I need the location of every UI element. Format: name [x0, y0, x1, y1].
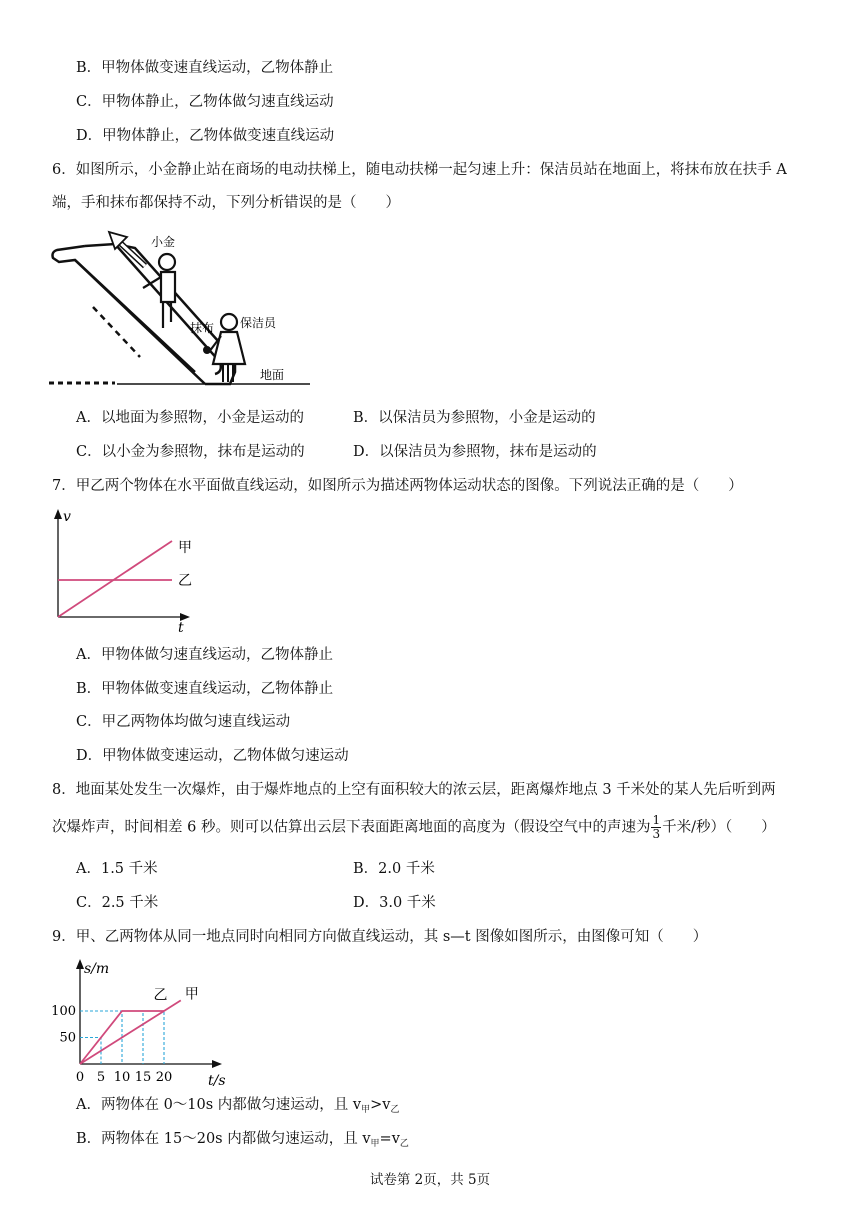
q6-option-b: B．以保洁员为参照物，小金是运动的 [353, 410, 596, 426]
q7-y-axis-label: v [63, 509, 71, 525]
y-tick-label-1: 100 [51, 1004, 76, 1019]
q7-vt-graph [48, 503, 208, 635]
q6-escalator-figure [45, 222, 320, 394]
q8-fraction-denominator: 3 [652, 827, 661, 841]
q7-label-yi: 乙 [178, 573, 192, 589]
q9-option-b-text: B．两物体在 15～20s 内都做匀速运动，且 v [76, 1131, 371, 1147]
x-tick-label-4: 20 [155, 1070, 173, 1085]
q6-option-d: D．以保洁员为参照物，抹布是运动的 [353, 444, 597, 460]
q5-option-b: B．甲物体做变速直线运动，乙物体静止 [76, 60, 334, 76]
series-line-1 [80, 1000, 181, 1064]
q9-option-b-sub-jia: 甲 [370, 1139, 380, 1149]
q8-option-b: B．2.0 千米 [353, 861, 435, 877]
q7-x-axis-label: t [178, 620, 184, 635]
series-label-0: 乙 [153, 987, 168, 1004]
q7-option-b: B．甲物体做变速直线运动，乙物体静止 [76, 681, 334, 697]
q7-line-jia [58, 541, 172, 617]
q6-option-c: C．以小金为参照物，抹布是运动的 [76, 444, 305, 460]
q8-stem-line1: 8．地面某处发生一次爆炸，由于爆炸地点的上空有面积较大的浓云层，距离爆炸地点 3 千米处的某人先后听到两 [52, 782, 776, 798]
q8-stem-line2-part2: 千米/秒）（ ） [662, 819, 776, 836]
y-tick-label-0: 50 [59, 1030, 76, 1046]
x-tick-label-1: 5 [96, 1070, 106, 1085]
q9-option-b-mid: =v [379, 1131, 400, 1147]
x-tick-label-0: 0 [75, 1070, 85, 1085]
guide-line-2 [80, 1011, 143, 1064]
q7-stem: 7．甲乙两个物体在水平面做直线运动，如图所示为描述两物体运动状态的图像。下列说法正确的是（ ） [52, 478, 743, 494]
q7-option-d: D．甲物体做变速运动，乙物体做匀速运动 [76, 748, 349, 764]
q9-option-a-mid: >v [370, 1097, 391, 1113]
q6-stem-line1: 6．如图所示，小金静止站在商场的电动扶梯上，随电动扶梯一起匀速上升：保洁员站在地面上，将抹布放在扶手 A [52, 162, 787, 178]
y-axis-label: s/m [84, 961, 110, 977]
q8-stem-line2-part1: 次爆炸声，时间相差 6 秒。则可以估算出云层下表面距离地面的高度为（假设空气中的声速为 [52, 819, 651, 836]
q9-option-a [76, 1095, 399, 1120]
q9-st-chart [50, 955, 230, 1087]
q8-stem-line2 [52, 814, 776, 841]
q7-option-a: A．甲物体做匀速直线运动，乙物体静止 [76, 647, 333, 663]
q6-label-xiaojin: 小金 [151, 235, 176, 249]
q6-option-a: A．以地面为参照物，小金是运动的 [76, 410, 304, 426]
q5-option-c: C．甲物体静止，乙物体做匀速直线运动 [76, 94, 334, 110]
q6-label-baojieyuan: 保洁员 [240, 316, 277, 330]
q8-fraction [651, 814, 661, 841]
q9-option-b-sub-yi: 乙 [399, 1139, 409, 1149]
q5-option-d: D．甲物体静止，乙物体做变速直线运动 [76, 128, 335, 144]
q8-option-d: D．3.0 千米 [353, 895, 436, 911]
q7-option-c: C．甲乙两物体均做匀速直线运动 [76, 714, 291, 730]
x-axis-label: t/s [208, 1073, 226, 1087]
x-tick-label-3: 15 [134, 1070, 152, 1085]
q8-option-a: A．1.5 千米 [76, 861, 158, 877]
q9-stem: 9．甲、乙两物体从同一地点同时向相同方向做直线运动，其 s—t 图像如图所示，由图像可知（ ） [52, 929, 708, 945]
q9-option-a-text: A．两物体在 0～10s 内都做匀速运动，且 v [76, 1097, 362, 1113]
x-axis-arrow [212, 1060, 222, 1068]
q8-option-c: C．2.5 千米 [76, 895, 159, 911]
page-footer: 试卷第 2页，共 5页 [369, 1172, 491, 1188]
q6-label-mobu: 抹布 [190, 321, 215, 335]
q7-label-jia: 甲 [178, 540, 192, 556]
q9-option-a-sub-yi: 乙 [390, 1105, 400, 1115]
q6-label-dimian: 地面 [260, 368, 285, 382]
y-axis-arrow [76, 959, 84, 969]
q6-stem-line2: 端，手和抹布都保持不动，下列分析错误的是（ ） [52, 195, 400, 211]
q9-option-b [76, 1129, 409, 1154]
x-tick-label-2: 10 [113, 1070, 131, 1085]
q8-fraction-numerator: 1 [652, 813, 661, 827]
q9-option-a-sub-jia: 甲 [361, 1105, 371, 1115]
series-label-1: 甲 [184, 986, 199, 1003]
